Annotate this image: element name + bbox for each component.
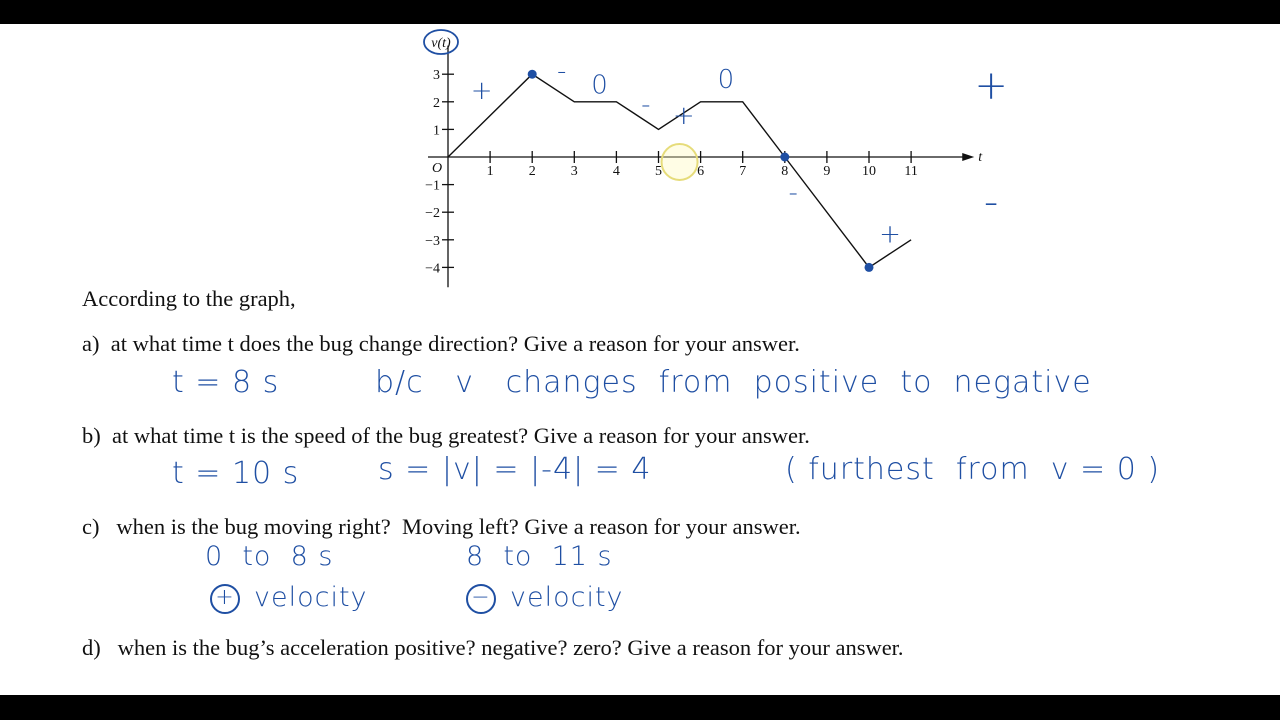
sign-annotation: + <box>974 63 1008 110</box>
velocity-chart <box>0 0 1280 300</box>
marked-point <box>528 70 537 79</box>
x-tick-label: 11 <box>904 164 918 179</box>
x-tick-label: 10 <box>862 164 876 179</box>
answer-c-right-time: 0 to 8 s <box>205 541 334 572</box>
x-tick-label: 4 <box>612 164 620 179</box>
x-tick-label: 9 <box>823 164 831 179</box>
y-tick-label: −3 <box>425 233 440 249</box>
sign-annotation: - <box>641 89 651 120</box>
y-axis-label: v(t) <box>431 36 451 51</box>
y-tick-label: 3 <box>433 68 440 84</box>
sign-annotation: - <box>788 178 798 209</box>
sign-annotation: + <box>672 100 695 131</box>
x-tick-label: 3 <box>570 164 578 179</box>
answer-b-reason: s = |v| = |-4| = 4 <box>378 452 652 487</box>
sign-annotation: - <box>983 178 999 225</box>
y-tick-label: 2 <box>433 95 440 111</box>
marked-point <box>780 153 789 162</box>
answer-c-left-reason <box>466 582 624 614</box>
x-axis-arrow <box>962 153 974 161</box>
origin-label: O <box>432 161 443 176</box>
answer-b-note: ( furthest from v = 0 ) <box>785 452 1161 487</box>
answer-a-time: t = 8 s <box>172 365 280 400</box>
question-b: b) at what time t is the speed of the bug greatest? Give a reason for your answer. <box>82 423 810 448</box>
x-tick-label: 1 <box>486 164 494 179</box>
marked-point <box>865 263 874 272</box>
y-tick-label: 1 <box>433 123 440 139</box>
answer-a-reason: b/c v changes from positive to negative <box>375 365 1092 400</box>
x-axis-label: t <box>978 150 983 165</box>
x-tick-label: 5 <box>655 164 662 179</box>
sign-annotation: + <box>879 219 901 250</box>
sign-annotation: + <box>470 76 493 107</box>
y-tick-label: −1 <box>425 178 440 194</box>
cursor-highlight <box>662 144 698 180</box>
bottom-letterbox <box>0 695 1280 720</box>
answer-c-left-word: velocity <box>510 582 624 613</box>
question-c: c) when is the bug moving right? Moving left? Give a reason for your answer. <box>82 514 801 539</box>
question-d: d) when is the bug’s acceleration positive? negative? zero? Give a reason for your answer. <box>82 635 904 660</box>
y-tick-label: −2 <box>425 206 440 222</box>
x-tick-label: 8 <box>781 164 789 179</box>
negative-sign-circle: − <box>466 584 496 614</box>
positive-sign-circle: + <box>210 584 240 614</box>
x-tick-label: 7 <box>739 164 747 179</box>
x-tick-label: 6 <box>697 164 705 179</box>
question-intro: According to the graph, <box>82 286 296 311</box>
x-tick-label: 2 <box>528 164 536 179</box>
sign-annotation: 0 <box>591 70 608 101</box>
answer-c-right-word: velocity <box>254 582 368 613</box>
answer-c-right-reason <box>210 582 368 614</box>
chart-annotations-group <box>471 57 1008 250</box>
sign-annotation: - <box>556 56 567 87</box>
answer-b-time: t = 10 s <box>172 456 300 491</box>
question-a: a) at what time t does the bug change direction? Give a reason for your answer. <box>82 331 800 356</box>
answer-c-left-time: 8 to 11 s <box>466 541 613 572</box>
y-tick-label: −4 <box>425 261 440 277</box>
sign-annotation: 0 <box>717 65 735 95</box>
